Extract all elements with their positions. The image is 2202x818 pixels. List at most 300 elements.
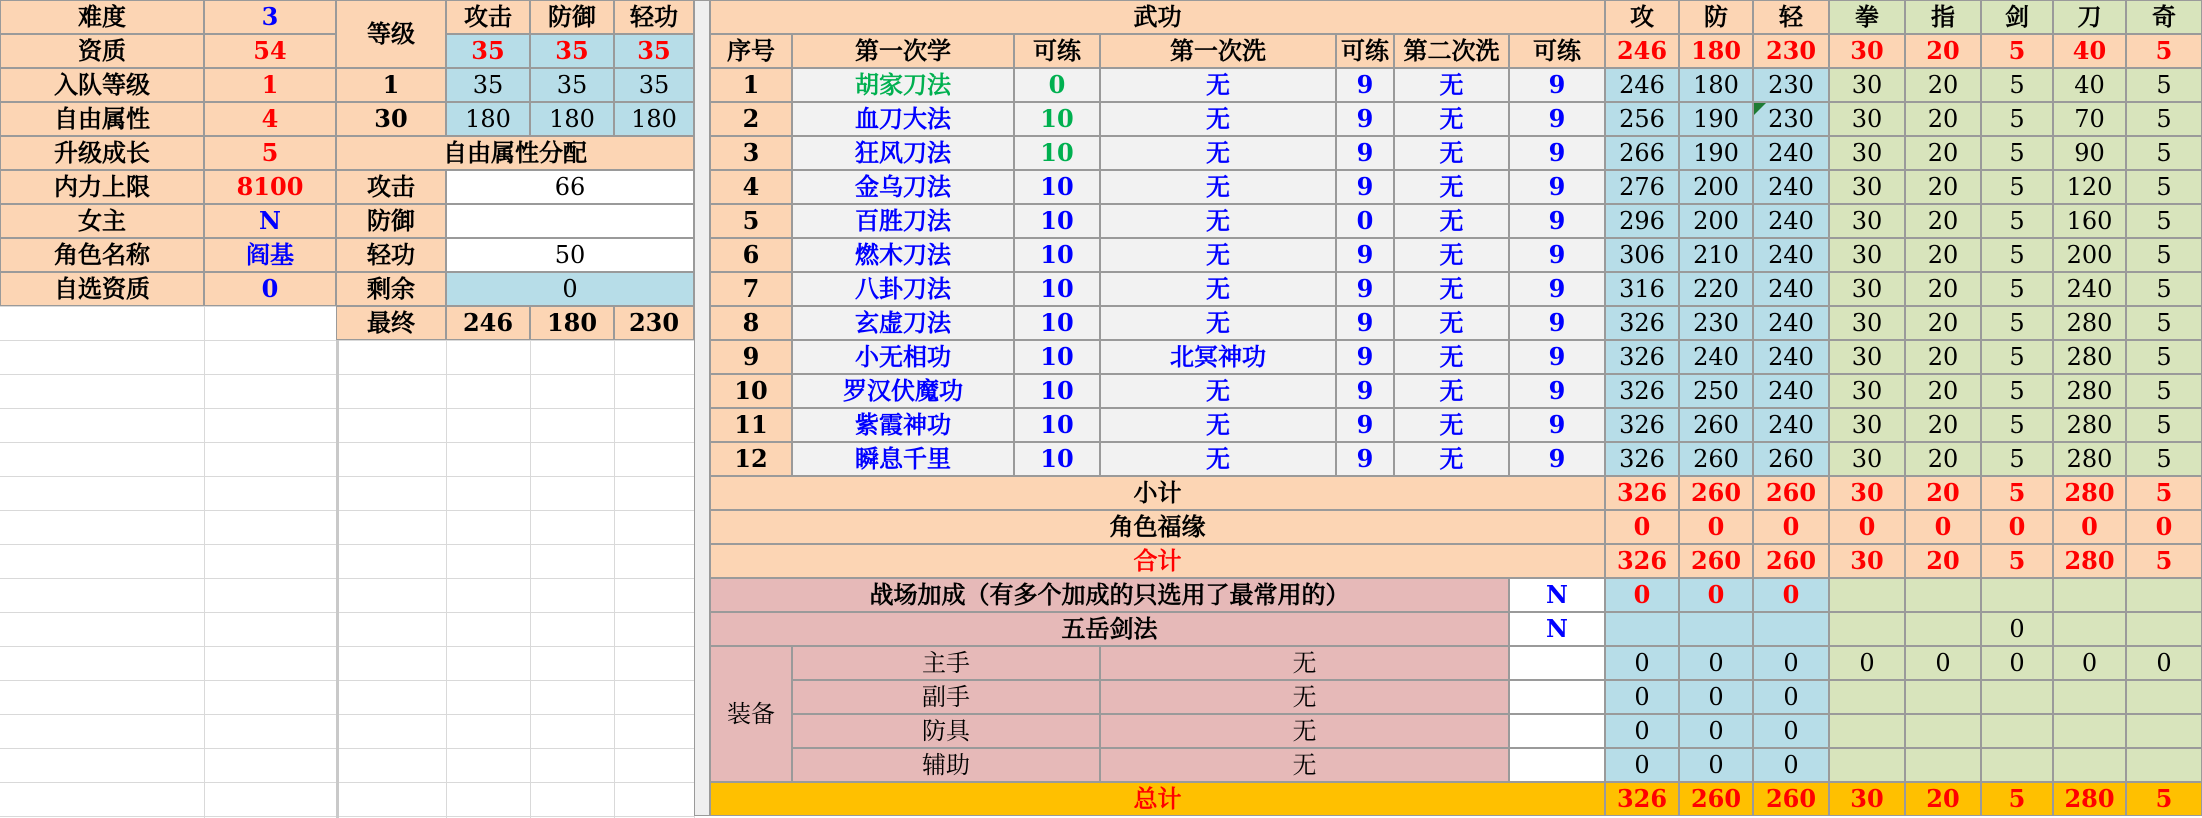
- stat-value[interactable]: 230: [1753, 68, 1829, 102]
- skill-first-learn[interactable]: 紫霞神功: [792, 408, 1014, 442]
- equipment-input[interactable]: [1509, 646, 1605, 680]
- stat-value[interactable]: 20: [1905, 442, 1981, 476]
- info-label[interactable]: 升级成长: [0, 136, 204, 170]
- skill-first-learn[interactable]: 血刀大法: [792, 102, 1014, 136]
- empty-cell[interactable]: [1905, 748, 1981, 782]
- skill-wash2-level[interactable]: 9: [1509, 68, 1605, 102]
- equipment-title[interactable]: 装备: [710, 646, 792, 782]
- info-value[interactable]: 0: [204, 272, 336, 306]
- skill-wash1-level[interactable]: 9: [1336, 136, 1394, 170]
- total-value[interactable]: 260: [1753, 782, 1829, 816]
- skill-first-learn[interactable]: 百胜刀法: [792, 204, 1014, 238]
- level-value[interactable]: 180: [530, 102, 614, 136]
- stat-value[interactable]: 5: [2126, 408, 2202, 442]
- equipment-item[interactable]: 无: [1100, 748, 1509, 782]
- stat-value[interactable]: 316: [1605, 272, 1679, 306]
- equipment-item[interactable]: 无: [1100, 714, 1509, 748]
- stat-value[interactable]: 30: [1829, 204, 1905, 238]
- wugong-col-header[interactable]: 第一次洗: [1100, 34, 1336, 68]
- stat-value[interactable]: 200: [2053, 238, 2126, 272]
- skill-wash1-level[interactable]: 9: [1336, 102, 1394, 136]
- stat-value[interactable]: 90: [2053, 136, 2126, 170]
- summary-value[interactable]: 30: [1829, 544, 1905, 578]
- equipment-value[interactable]: 0: [1905, 646, 1981, 680]
- stat-value[interactable]: 30: [1829, 340, 1905, 374]
- equipment-value[interactable]: 0: [2126, 646, 2202, 680]
- stat-value[interactable]: 240: [1753, 306, 1829, 340]
- skill-level[interactable]: 10: [1014, 374, 1100, 408]
- stat-value[interactable]: 260: [1753, 442, 1829, 476]
- wugong-col-header[interactable]: 第一次学: [792, 34, 1014, 68]
- skill-first-wash[interactable]: 无: [1100, 374, 1336, 408]
- skill-first-learn[interactable]: 八卦刀法: [792, 272, 1014, 306]
- stat-top-value[interactable]: 230: [1753, 34, 1829, 68]
- stat-value[interactable]: 240: [1753, 170, 1829, 204]
- free-attr-input[interactable]: 50: [446, 238, 694, 272]
- skill-second-wash[interactable]: 无: [1394, 238, 1509, 272]
- skill-level[interactable]: 10: [1014, 272, 1100, 306]
- stat-value[interactable]: 5: [2126, 136, 2202, 170]
- empty-cell[interactable]: [2053, 680, 2126, 714]
- empty-cell[interactable]: [1829, 714, 1905, 748]
- stat-value[interactable]: 296: [1605, 204, 1679, 238]
- stat-value[interactable]: 326: [1605, 442, 1679, 476]
- info-value[interactable]: 阎基: [204, 238, 336, 272]
- info-value[interactable]: N: [204, 204, 336, 238]
- stat-value[interactable]: 20: [1905, 306, 1981, 340]
- total-value[interactable]: 5: [1981, 782, 2053, 816]
- stat-value[interactable]: 30: [1829, 272, 1905, 306]
- info-label[interactable]: 角色名称: [0, 238, 204, 272]
- equipment-value[interactable]: 0: [2053, 646, 2126, 680]
- battle-bonus-label[interactable]: 战场加成（有多个加成的只选用了最常用的）: [710, 578, 1509, 612]
- skill-wash1-level[interactable]: 9: [1336, 408, 1394, 442]
- summary-value[interactable]: 5: [2126, 476, 2202, 510]
- stat-value[interactable]: 326: [1605, 306, 1679, 340]
- wugong-row-number[interactable]: 5: [710, 204, 792, 238]
- stat-value[interactable]: 280: [2053, 306, 2126, 340]
- stat-header[interactable]: 奇: [2126, 0, 2202, 34]
- info-label[interactable]: 女主: [0, 204, 204, 238]
- info-label[interactable]: 资质: [0, 34, 204, 68]
- equipment-value[interactable]: 0: [1605, 646, 1679, 680]
- stat-header[interactable]: 拳: [1829, 0, 1905, 34]
- stat-value[interactable]: 20: [1905, 272, 1981, 306]
- empty-cell[interactable]: [1605, 612, 1679, 646]
- stat-header[interactable]: 刀: [2053, 0, 2126, 34]
- stat-value[interactable]: 120: [2053, 170, 2126, 204]
- battle-bonus-value[interactable]: 0: [1753, 578, 1829, 612]
- wugong-row-number[interactable]: 11: [710, 408, 792, 442]
- skill-wash1-level[interactable]: 9: [1336, 442, 1394, 476]
- column-gap[interactable]: [694, 0, 710, 816]
- skill-wash2-level[interactable]: 9: [1509, 170, 1605, 204]
- empty-cell[interactable]: [1753, 612, 1829, 646]
- stat-value[interactable]: 30: [1829, 170, 1905, 204]
- skill-wash1-level[interactable]: 9: [1336, 272, 1394, 306]
- stat-header[interactable]: 剑: [1981, 0, 2053, 34]
- stat-value[interactable]: 160: [2053, 204, 2126, 238]
- skill-wash2-level[interactable]: 9: [1509, 136, 1605, 170]
- equipment-slot[interactable]: 防具: [792, 714, 1100, 748]
- stat-value[interactable]: 30: [1829, 136, 1905, 170]
- info-label[interactable]: 自选资质: [0, 272, 204, 306]
- equipment-value[interactable]: 0: [1753, 680, 1829, 714]
- wugong-row-number[interactable]: 4: [710, 170, 792, 204]
- empty-cell[interactable]: [2053, 714, 2126, 748]
- empty-cell[interactable]: [1905, 612, 1981, 646]
- equipment-value[interactable]: 0: [1679, 748, 1753, 782]
- empty-cell[interactable]: [2126, 748, 2202, 782]
- skill-wash1-level[interactable]: 9: [1336, 340, 1394, 374]
- skill-wash1-level[interactable]: 9: [1336, 68, 1394, 102]
- summary-value[interactable]: 0: [1605, 510, 1679, 544]
- stat-value[interactable]: 240: [1753, 272, 1829, 306]
- stat-value[interactable]: 5: [1981, 374, 2053, 408]
- empty-cell[interactable]: [1981, 680, 2053, 714]
- empty-cell[interactable]: [1905, 714, 1981, 748]
- empty-cell[interactable]: [2126, 680, 2202, 714]
- skill-level[interactable]: 10: [1014, 102, 1100, 136]
- skill-first-learn[interactable]: 玄虚刀法: [792, 306, 1014, 340]
- free-attr-input[interactable]: [446, 204, 694, 238]
- level-value[interactable]: 35: [614, 68, 694, 102]
- stat-value[interactable]: 5: [2126, 238, 2202, 272]
- skill-second-wash[interactable]: 无: [1394, 408, 1509, 442]
- wugong-col-header[interactable]: 可练: [1509, 34, 1605, 68]
- stat-value[interactable]: 30: [1829, 102, 1905, 136]
- summary-label[interactable]: 合计: [710, 544, 1605, 578]
- total-value[interactable]: 5: [2126, 782, 2202, 816]
- wugong-row-number[interactable]: 3: [710, 136, 792, 170]
- stat-value[interactable]: 220: [1679, 272, 1753, 306]
- stat-value[interactable]: 30: [1829, 68, 1905, 102]
- stat-value[interactable]: 5: [2126, 272, 2202, 306]
- level-col-header[interactable]: 防御: [530, 0, 614, 34]
- skill-wash2-level[interactable]: 9: [1509, 102, 1605, 136]
- info-value[interactable]: 5: [204, 136, 336, 170]
- level-value[interactable]: 35: [446, 68, 530, 102]
- skill-first-learn[interactable]: 金乌刀法: [792, 170, 1014, 204]
- zizhi-value[interactable]: 35: [614, 34, 694, 68]
- stat-header[interactable]: 攻: [1605, 0, 1679, 34]
- level-number[interactable]: 30: [336, 102, 446, 136]
- info-value[interactable]: 4: [204, 102, 336, 136]
- equipment-slot[interactable]: 辅助: [792, 748, 1100, 782]
- skill-second-wash[interactable]: 无: [1394, 340, 1509, 374]
- total-value[interactable]: 20: [1905, 782, 1981, 816]
- skill-first-wash[interactable]: 无: [1100, 306, 1336, 340]
- stat-value[interactable]: 240: [1753, 136, 1829, 170]
- empty-cell[interactable]: [2053, 578, 2126, 612]
- equipment-slot[interactable]: 主手: [792, 646, 1100, 680]
- stat-value[interactable]: 250: [1679, 374, 1753, 408]
- stat-value[interactable]: 240: [1679, 340, 1753, 374]
- stat-value[interactable]: 20: [1905, 68, 1981, 102]
- info-label[interactable]: 入队等级: [0, 68, 204, 102]
- equipment-value[interactable]: 0: [1829, 646, 1905, 680]
- skill-second-wash[interactable]: 无: [1394, 170, 1509, 204]
- stat-value[interactable]: 5: [1981, 68, 2053, 102]
- equipment-value[interactable]: 0: [1981, 646, 2053, 680]
- free-attr-title[interactable]: 自由属性分配: [336, 136, 694, 170]
- summary-value[interactable]: 0: [2126, 510, 2202, 544]
- skill-level[interactable]: 10: [1014, 204, 1100, 238]
- skill-wash1-level[interactable]: 9: [1336, 374, 1394, 408]
- stat-top-value[interactable]: 5: [2126, 34, 2202, 68]
- wuyue-label[interactable]: 五岳剑法: [710, 612, 1509, 646]
- summary-value[interactable]: 280: [2053, 476, 2126, 510]
- skill-wash2-level[interactable]: 9: [1509, 272, 1605, 306]
- equipment-value[interactable]: 0: [1605, 748, 1679, 782]
- stat-value[interactable]: 70: [2053, 102, 2126, 136]
- skill-wash2-level[interactable]: 9: [1509, 306, 1605, 340]
- skill-first-learn[interactable]: 胡家刀法: [792, 68, 1014, 102]
- wugong-row-number[interactable]: 7: [710, 272, 792, 306]
- skill-wash2-level[interactable]: 9: [1509, 374, 1605, 408]
- skill-first-wash[interactable]: 无: [1100, 408, 1336, 442]
- stat-value[interactable]: 256: [1605, 102, 1679, 136]
- stat-value[interactable]: 20: [1905, 170, 1981, 204]
- skill-second-wash[interactable]: 无: [1394, 306, 1509, 340]
- stat-value[interactable]: 200: [1679, 204, 1753, 238]
- empty-cell[interactable]: [1981, 714, 2053, 748]
- stat-value[interactable]: 5: [2126, 340, 2202, 374]
- equipment-value[interactable]: 0: [1679, 714, 1753, 748]
- stat-top-value[interactable]: 180: [1679, 34, 1753, 68]
- wuyue-sword-value[interactable]: 0: [1981, 612, 2053, 646]
- equipment-input[interactable]: [1509, 748, 1605, 782]
- stat-value[interactable]: 280: [2053, 340, 2126, 374]
- skill-first-learn[interactable]: 瞬息千里: [792, 442, 1014, 476]
- free-attr-label[interactable]: 轻功: [336, 238, 446, 272]
- wugong-title[interactable]: 武功: [710, 0, 1605, 34]
- summary-value[interactable]: 0: [1981, 510, 2053, 544]
- level-number[interactable]: 1: [336, 68, 446, 102]
- empty-cell[interactable]: [2126, 612, 2202, 646]
- stat-value[interactable]: 20: [1905, 136, 1981, 170]
- skill-first-learn[interactable]: 燃木刀法: [792, 238, 1014, 272]
- zizhi-value[interactable]: 35: [446, 34, 530, 68]
- stat-value[interactable]: 5: [1981, 102, 2053, 136]
- summary-value[interactable]: 0: [1679, 510, 1753, 544]
- info-value[interactable]: 8100: [204, 170, 336, 204]
- wugong-row-number[interactable]: 6: [710, 238, 792, 272]
- stat-top-value[interactable]: 40: [2053, 34, 2126, 68]
- skill-first-wash[interactable]: 无: [1100, 204, 1336, 238]
- skill-wash1-level[interactable]: 9: [1336, 170, 1394, 204]
- stat-value[interactable]: 5: [1981, 408, 2053, 442]
- summary-label[interactable]: 小计: [710, 476, 1605, 510]
- stat-value[interactable]: 240: [1753, 374, 1829, 408]
- skill-wash1-level[interactable]: 9: [1336, 306, 1394, 340]
- empty-cell[interactable]: [1981, 578, 2053, 612]
- stat-value[interactable]: 190: [1679, 136, 1753, 170]
- info-value[interactable]: 54: [204, 34, 336, 68]
- summary-value[interactable]: 0: [1829, 510, 1905, 544]
- stat-value[interactable]: 260: [1679, 408, 1753, 442]
- stat-value[interactable]: 5: [1981, 272, 2053, 306]
- summary-value[interactable]: 0: [2053, 510, 2126, 544]
- stat-value[interactable]: 20: [1905, 408, 1981, 442]
- equipment-value[interactable]: 0: [1679, 680, 1753, 714]
- skill-second-wash[interactable]: 无: [1394, 136, 1509, 170]
- battle-bonus-value[interactable]: 0: [1605, 578, 1679, 612]
- level-col-header[interactable]: 攻击: [446, 0, 530, 34]
- skill-level[interactable]: 10: [1014, 340, 1100, 374]
- info-label[interactable]: 难度: [0, 0, 204, 34]
- stat-value[interactable]: 326: [1605, 340, 1679, 374]
- free-attr-input[interactable]: 66: [446, 170, 694, 204]
- stat-value[interactable]: 5: [1981, 340, 2053, 374]
- stat-value[interactable]: 240: [1753, 408, 1829, 442]
- stat-value[interactable]: 5: [2126, 170, 2202, 204]
- summary-value[interactable]: 20: [1905, 544, 1981, 578]
- summary-value[interactable]: 326: [1605, 544, 1679, 578]
- empty-cell[interactable]: [2053, 612, 2126, 646]
- total-label[interactable]: 总计: [710, 782, 1605, 816]
- info-label[interactable]: 内力上限: [0, 170, 204, 204]
- stat-value[interactable]: 326: [1605, 408, 1679, 442]
- stat-top-value[interactable]: 20: [1905, 34, 1981, 68]
- empty-cell[interactable]: [2126, 714, 2202, 748]
- wugong-row-number[interactable]: 1: [710, 68, 792, 102]
- free-attr-label[interactable]: 攻击: [336, 170, 446, 204]
- empty-cell[interactable]: [1829, 612, 1905, 646]
- stat-value[interactable]: 280: [2053, 408, 2126, 442]
- equipment-item[interactable]: 无: [1100, 680, 1509, 714]
- skill-second-wash[interactable]: 无: [1394, 102, 1509, 136]
- summary-value[interactable]: 30: [1829, 476, 1905, 510]
- stat-value[interactable]: 240: [1753, 238, 1829, 272]
- wugong-row-number[interactable]: 2: [710, 102, 792, 136]
- skill-second-wash[interactable]: 无: [1394, 204, 1509, 238]
- stat-value[interactable]: 326: [1605, 374, 1679, 408]
- free-attr-label[interactable]: 防御: [336, 204, 446, 238]
- empty-cell[interactable]: [1829, 578, 1905, 612]
- summary-value[interactable]: 260: [1753, 544, 1829, 578]
- battle-bonus-flag[interactable]: N: [1509, 578, 1605, 612]
- stat-value[interactable]: 260: [1679, 442, 1753, 476]
- level-value[interactable]: 180: [446, 102, 530, 136]
- stat-value[interactable]: 5: [2126, 374, 2202, 408]
- stat-value[interactable]: 30: [1829, 374, 1905, 408]
- empty-cell[interactable]: [1679, 612, 1753, 646]
- equipment-value[interactable]: 0: [1753, 714, 1829, 748]
- skill-first-learn[interactable]: 狂风刀法: [792, 136, 1014, 170]
- skill-first-wash[interactable]: 无: [1100, 136, 1336, 170]
- stat-value[interactable]: 5: [2126, 442, 2202, 476]
- stat-value[interactable]: 5: [2126, 306, 2202, 340]
- level-value[interactable]: 35: [530, 68, 614, 102]
- skill-second-wash[interactable]: 无: [1394, 374, 1509, 408]
- level-value[interactable]: 180: [614, 102, 694, 136]
- stat-value[interactable]: 5: [1981, 204, 2053, 238]
- free-attr-label[interactable]: 剩余: [336, 272, 446, 306]
- skill-first-wash[interactable]: 无: [1100, 442, 1336, 476]
- stat-value[interactable]: 5: [1981, 442, 2053, 476]
- stat-value[interactable]: 5: [2126, 204, 2202, 238]
- stat-value[interactable]: 5: [1981, 238, 2053, 272]
- equipment-value[interactable]: 0: [1753, 748, 1829, 782]
- wugong-row-number[interactable]: 12: [710, 442, 792, 476]
- total-value[interactable]: 260: [1679, 782, 1753, 816]
- stat-header[interactable]: 轻: [1753, 0, 1829, 34]
- stat-value[interactable]: 190: [1679, 102, 1753, 136]
- stat-value[interactable]: 30: [1829, 408, 1905, 442]
- summary-value[interactable]: 326: [1605, 476, 1679, 510]
- skill-wash2-level[interactable]: 9: [1509, 238, 1605, 272]
- skill-level[interactable]: 10: [1014, 136, 1100, 170]
- wugong-col-header[interactable]: 可练: [1336, 34, 1394, 68]
- skill-second-wash[interactable]: 无: [1394, 442, 1509, 476]
- summary-value[interactable]: 5: [1981, 544, 2053, 578]
- stat-top-value[interactable]: 30: [1829, 34, 1905, 68]
- stat-value[interactable]: 280: [2053, 374, 2126, 408]
- skill-second-wash[interactable]: 无: [1394, 68, 1509, 102]
- empty-cell[interactable]: [1829, 680, 1905, 714]
- stat-value[interactable]: 30: [1829, 238, 1905, 272]
- skill-first-wash[interactable]: 无: [1100, 238, 1336, 272]
- skill-wash1-level[interactable]: 9: [1336, 238, 1394, 272]
- skill-first-learn[interactable]: 罗汉伏魔功: [792, 374, 1014, 408]
- summary-value[interactable]: 260: [1679, 476, 1753, 510]
- skill-first-wash[interactable]: 北冥神功: [1100, 340, 1336, 374]
- stat-header[interactable]: 指: [1905, 0, 1981, 34]
- stat-value[interactable]: 280: [2053, 442, 2126, 476]
- info-value[interactable]: 1: [204, 68, 336, 102]
- final-value[interactable]: 246: [446, 306, 530, 340]
- final-value[interactable]: 180: [530, 306, 614, 340]
- wugong-col-header[interactable]: 序号: [710, 34, 792, 68]
- equipment-value[interactable]: 0: [1605, 714, 1679, 748]
- skill-wash2-level[interactable]: 9: [1509, 204, 1605, 238]
- summary-value[interactable]: 0: [1905, 510, 1981, 544]
- equipment-value[interactable]: 0: [1679, 646, 1753, 680]
- equipment-slot[interactable]: 副手: [792, 680, 1100, 714]
- skill-level[interactable]: 10: [1014, 170, 1100, 204]
- final-value[interactable]: 230: [614, 306, 694, 340]
- stat-header[interactable]: 防: [1679, 0, 1753, 34]
- stat-value[interactable]: 200: [1679, 170, 1753, 204]
- free-attr-input[interactable]: 0: [446, 272, 694, 306]
- stat-value[interactable]: 5: [1981, 136, 2053, 170]
- summary-value[interactable]: 260: [1679, 544, 1753, 578]
- skill-second-wash[interactable]: 无: [1394, 272, 1509, 306]
- equipment-item[interactable]: 无: [1100, 646, 1509, 680]
- stat-value[interactable]: 20: [1905, 374, 1981, 408]
- skill-level[interactable]: 0: [1014, 68, 1100, 102]
- skill-first-wash[interactable]: 无: [1100, 68, 1336, 102]
- wugong-row-number[interactable]: 9: [710, 340, 792, 374]
- stat-value[interactable]: 40: [2053, 68, 2126, 102]
- summary-value[interactable]: 260: [1753, 476, 1829, 510]
- stat-value[interactable]: 240: [1753, 204, 1829, 238]
- equipment-input[interactable]: [1509, 714, 1605, 748]
- info-label[interactable]: 自由属性: [0, 102, 204, 136]
- stat-value[interactable]: 30: [1829, 306, 1905, 340]
- summary-value[interactable]: 5: [2126, 544, 2202, 578]
- stat-value[interactable]: 240: [2053, 272, 2126, 306]
- summary-value[interactable]: 0: [1753, 510, 1829, 544]
- skill-wash2-level[interactable]: 9: [1509, 408, 1605, 442]
- summary-value[interactable]: 5: [1981, 476, 2053, 510]
- total-value[interactable]: 280: [2053, 782, 2126, 816]
- level-col-header[interactable]: 轻功: [614, 0, 694, 34]
- level-header[interactable]: 等级: [336, 0, 446, 68]
- empty-cell[interactable]: [1981, 748, 2053, 782]
- equipment-input[interactable]: [1509, 680, 1605, 714]
